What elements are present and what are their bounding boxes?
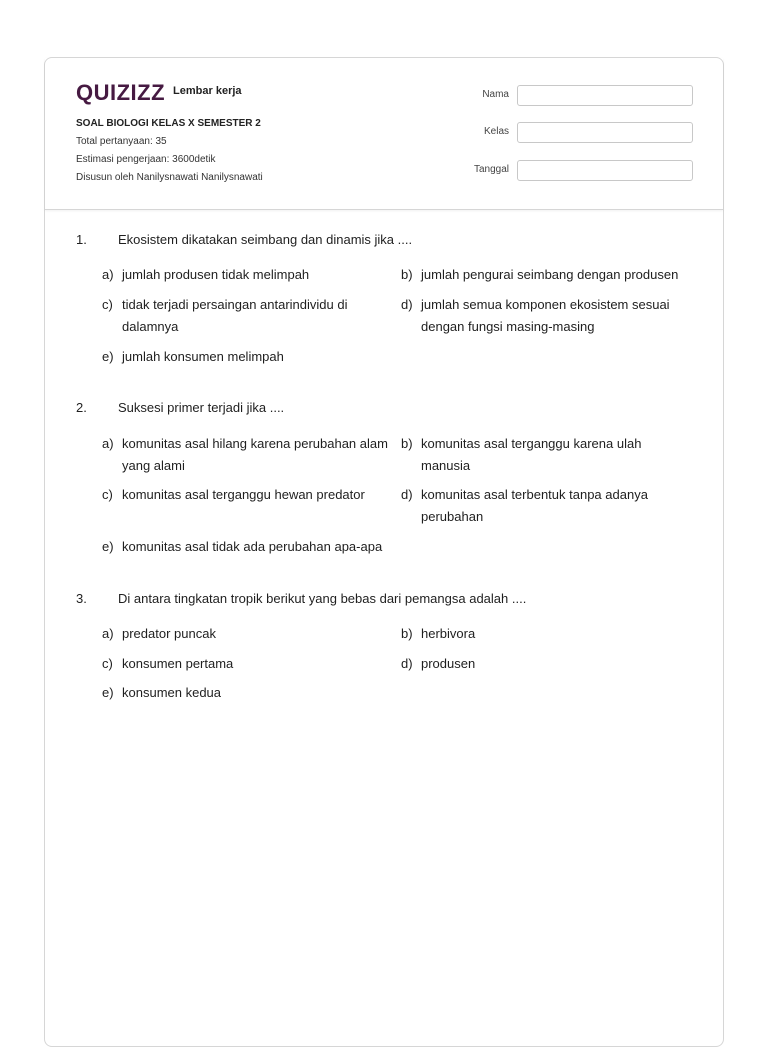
option-d[interactable]: d) produsen [401,656,476,671]
quizizz-logo: QUIZIZZ [76,80,166,105]
class-field[interactable] [517,122,693,143]
option-b[interactable]: b) komunitas asal terganggu karena ulah manusia [401,436,642,473]
option-c[interactable]: c) komunitas asal terganggu hewan predator [102,487,365,502]
question-text: Suksesi primer terjadi jika .... [118,400,285,415]
option-d[interactable]: d) komunitas asal terbentuk tanpa adanya perubahan [401,487,648,524]
brand [76,80,242,106]
option-b[interactable]: b) herbivora [401,626,476,641]
option-e[interactable]: e) jumlah konsumen melimpah [102,349,284,364]
author: Disusun oleh Nanilysnawati Nanilysnawati [76,172,263,183]
option-c[interactable]: c) konsumen pertama [102,656,234,671]
option-c[interactable]: c) tidak terjadi persaingan antarindividu di dalamnya [102,297,348,334]
option-e[interactable]: e) konsumen kedua [102,685,222,700]
class-label: Kelas [483,126,509,137]
date-label: Tanggal [473,164,509,175]
time-estimate: Estimasi pengerjaan: 3600detik [76,154,216,165]
question-text: Di antara tingkatan tropik berikut yang bebas dari pemangsa adalah .... [118,591,527,606]
option-e[interactable]: e) komunitas asal tidak ada perubahan apa-apa [102,539,383,554]
option-b[interactable]: b) jumlah pengurai seimbang dengan produsen [401,267,679,282]
worksheet-title: SOAL BIOLOGI KELAS X SEMESTER 2 [76,118,261,129]
option-a[interactable]: a) jumlah produsen tidak melimpah [102,267,310,282]
option-d[interactable]: d) jumlah semua komponen ekosistem sesuai dengan fungsi masing-masing [401,297,670,334]
worksheet-header [45,58,723,210]
date-field[interactable] [517,160,693,181]
question-text: Ekosistem dikatakan seimbang dan dinamis jika .... [118,232,413,247]
total-questions: Total pertanyaan: 35 [76,136,167,147]
option-a[interactable]: a) predator puncak [102,626,216,641]
worksheet [44,57,724,1047]
question-number: 3. [76,591,87,606]
question-number: 1. [76,232,87,247]
question-number: 2. [76,400,87,415]
name-field[interactable] [517,85,693,106]
sheet-type: Lembar kerja [173,85,242,97]
option-a[interactable]: a) komunitas asal hilang karena perubahan alam yang alami [102,436,388,473]
name-label: Nama [482,89,509,100]
